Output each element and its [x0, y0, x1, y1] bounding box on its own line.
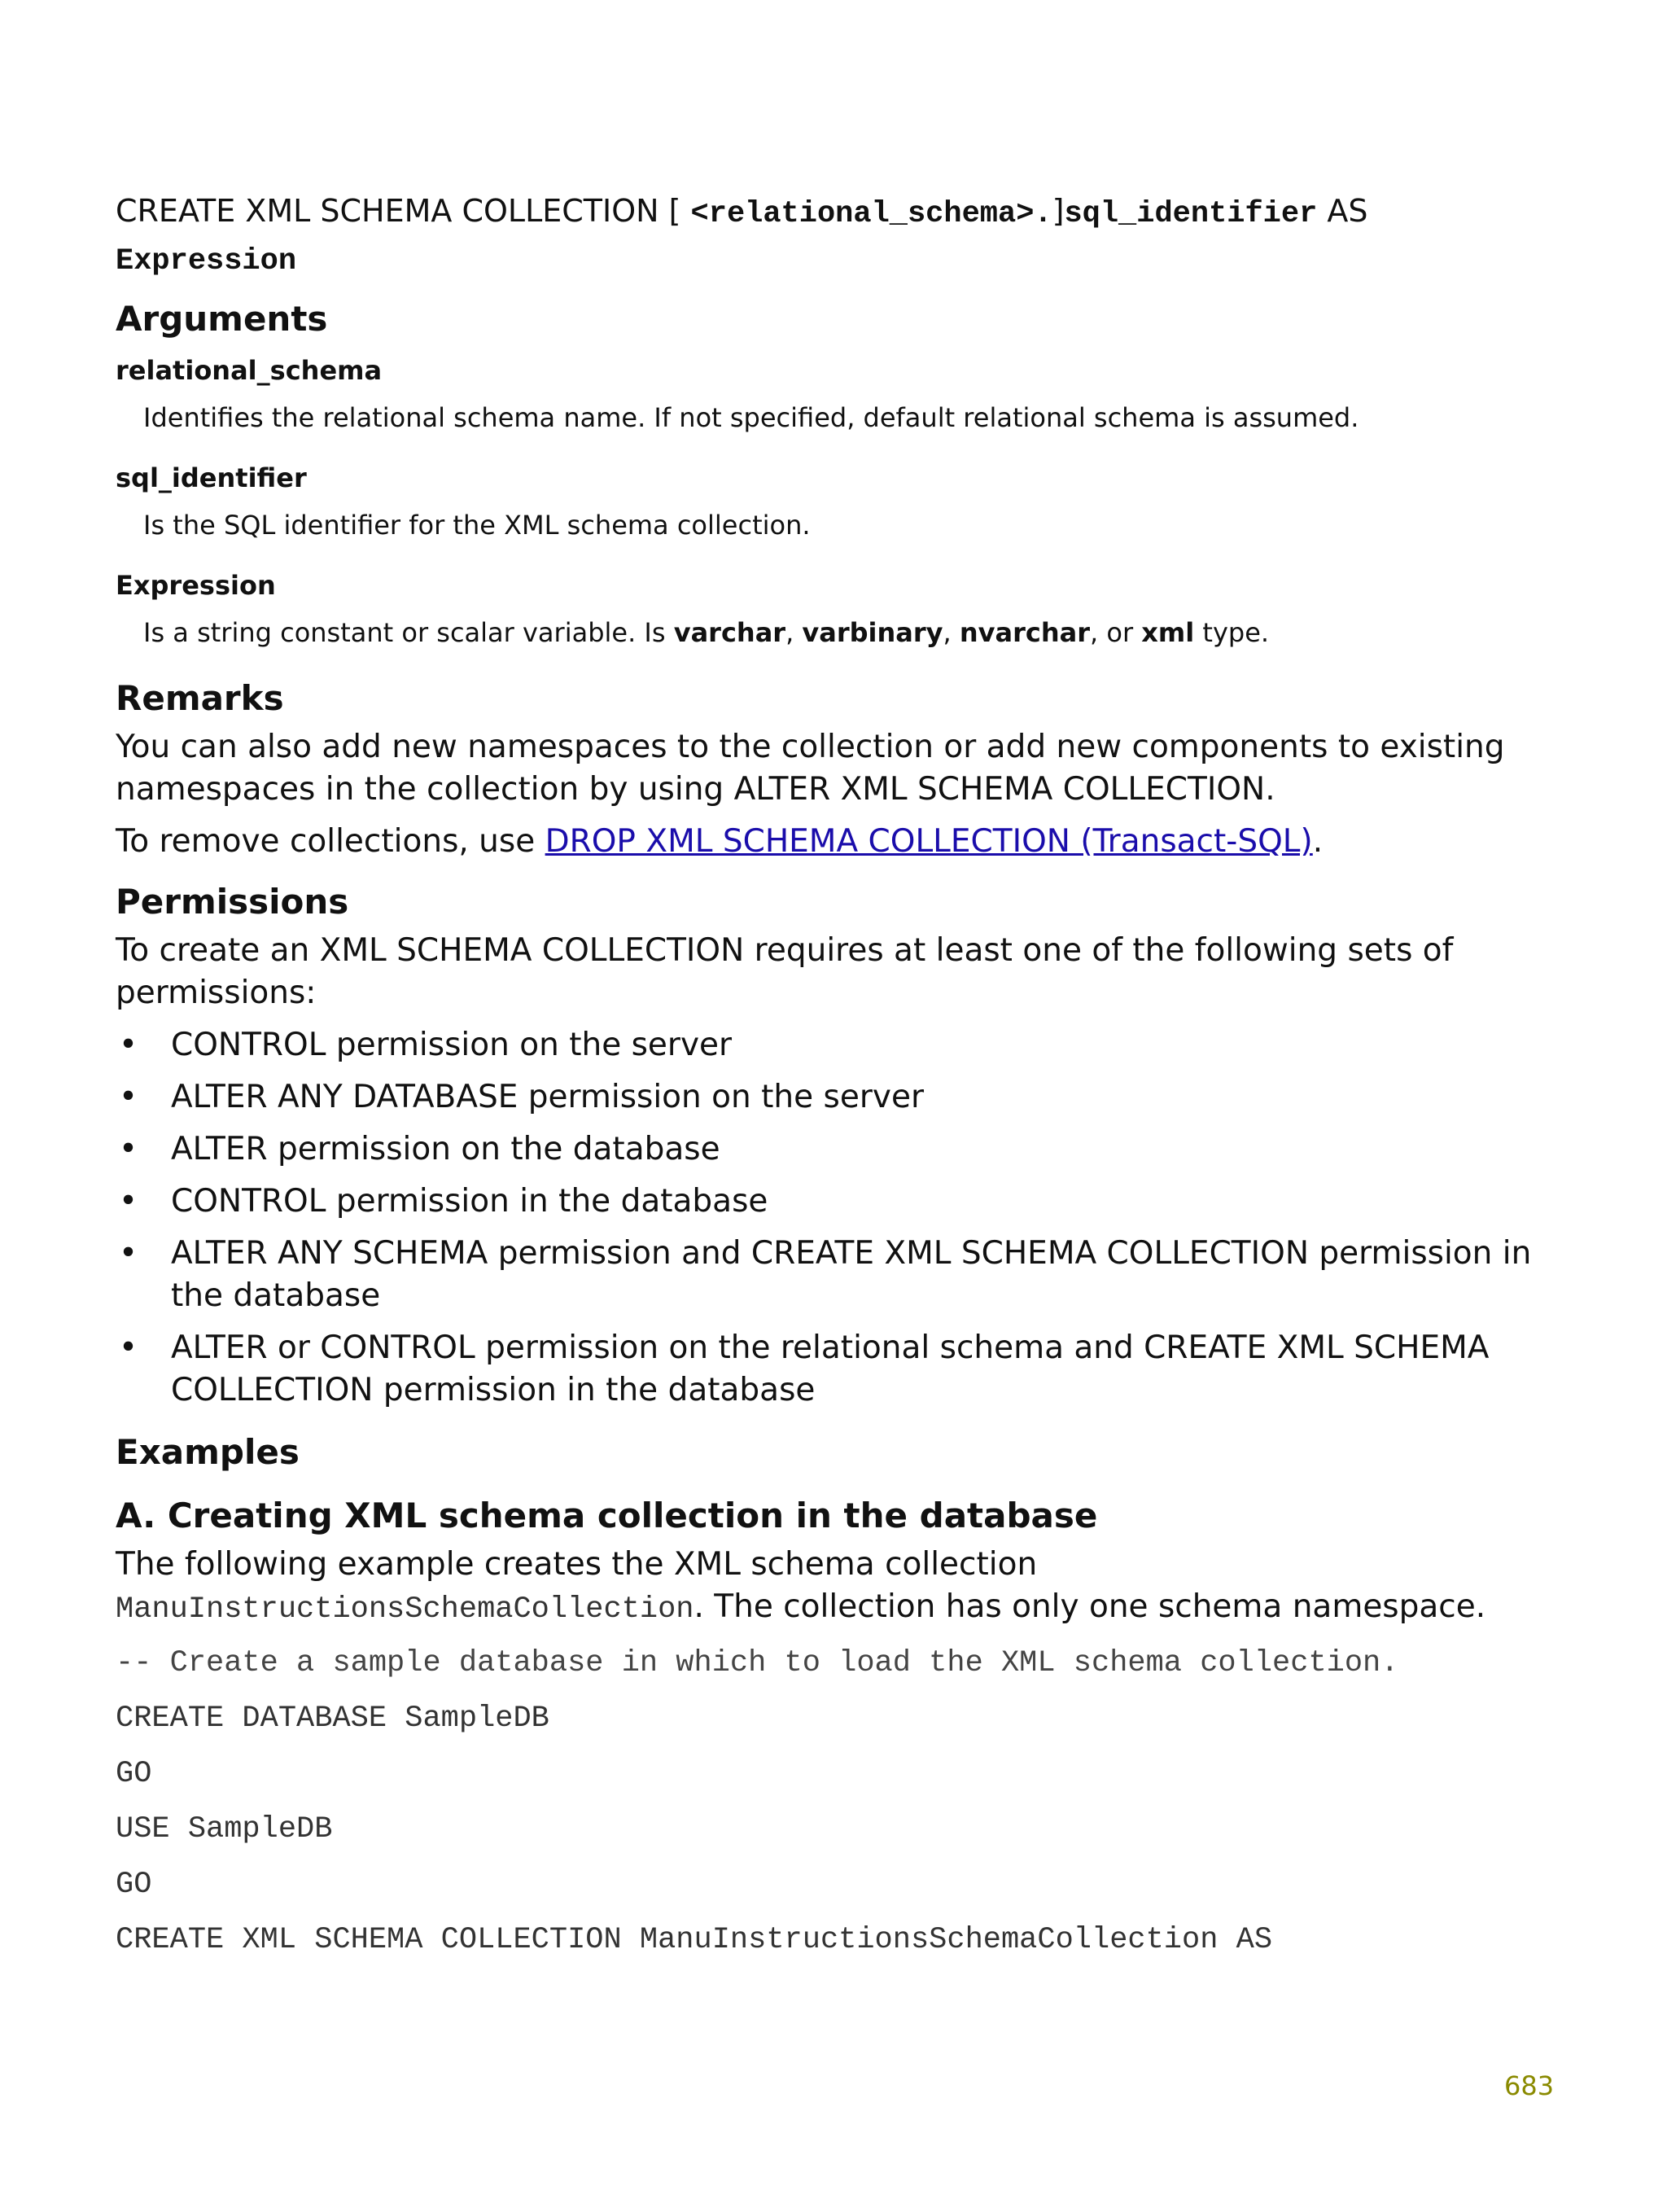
- arg-desc-sql-identifier: Is the SQL identifier for the XML schema collection.: [143, 510, 811, 541]
- type-xml: xml: [1141, 617, 1195, 648]
- type-varbinary: varbinary: [802, 617, 943, 648]
- arg-desc-expression: [143, 614, 1564, 651]
- bullet-icon: •: [119, 1235, 138, 1272]
- syntax-prefix: CREATE XML SCHEMA COLLECTION [: [116, 193, 691, 229]
- permission-text: ALTER ANY DATABASE permission on the server: [171, 1079, 924, 1115]
- type-nvarchar: nvarchar: [959, 617, 1091, 648]
- code-line: CREATE DATABASE SampleDB: [116, 1702, 549, 1736]
- drop-xml-schema-collection-link[interactable]: DROP XML SCHEMA COLLECTION (Transact-SQL): [545, 823, 1313, 860]
- page-number: 683: [1504, 2070, 1555, 2101]
- permission-text: CONTROL permission in the database: [171, 1183, 768, 1220]
- list-item: [116, 1128, 1564, 1171]
- arguments-heading: Arguments: [116, 299, 328, 339]
- list-item: [116, 1076, 1564, 1119]
- examples-heading: Examples: [116, 1432, 300, 1472]
- sep: , or: [1090, 617, 1142, 648]
- code-line: -- Create a sample database in which to load the XML schema collection.: [116, 1646, 1399, 1680]
- remarks-paragraph-1: You can also add new namespaces to the collection or add new components to existing namespaces in the collection by using ALTER XML SCHEMA COLLECTION.: [116, 729, 1505, 808]
- expression-desc-suffix: type.: [1194, 617, 1270, 648]
- syntax-as: AS: [1317, 193, 1368, 229]
- arg-name-sql-identifier: sql_identifier: [116, 462, 307, 493]
- code-line: GO: [116, 1757, 152, 1791]
- arg-name-expression: Expression: [116, 570, 276, 601]
- permission-text: CONTROL permission on the server: [171, 1027, 733, 1063]
- code-line: USE SampleDB: [116, 1812, 333, 1846]
- document-page: [116, 189, 1564, 1961]
- remarks-p2-suffix: .: [1312, 823, 1324, 860]
- syntax-relational-schema: <relational_schema>.: [690, 197, 1052, 231]
- expression-desc-prefix: Is a string constant or scalar variable. Is: [143, 617, 674, 648]
- bullet-icon: •: [119, 1131, 138, 1167]
- example-a-intro: [116, 1544, 1564, 1631]
- remarks-p2-prefix: To remove collections, use: [116, 823, 545, 860]
- bullet-icon: •: [119, 1027, 138, 1063]
- code-line: CREATE XML SCHEMA COLLECTION ManuInstructionsSchemaCollection AS: [116, 1923, 1273, 1957]
- syntax-block: [116, 189, 1564, 283]
- list-item: [116, 1024, 1564, 1067]
- bullet-icon: •: [119, 1183, 138, 1220]
- remarks-paragraph-2: [116, 821, 1564, 863]
- permissions-list: [116, 1024, 1564, 1412]
- code-block: [116, 1642, 1564, 1961]
- list-item: [116, 1233, 1564, 1317]
- syntax-sql-identifier: sql_identifier: [1064, 197, 1318, 231]
- bullet-icon: •: [119, 1079, 138, 1115]
- permissions-intro: To create an XML SCHEMA COLLECTION requires at least one of the following sets of permissions:: [116, 932, 1454, 1011]
- permission-text: ALTER ANY SCHEMA permission and CREATE XML SCHEMA COLLECTION permission in the database: [171, 1235, 1532, 1314]
- list-item: [116, 1180, 1564, 1223]
- remarks-heading: Remarks: [116, 678, 284, 718]
- sep: ,: [785, 617, 803, 648]
- code-line: GO: [116, 1868, 152, 1902]
- permission-text: ALTER permission on the database: [171, 1131, 720, 1167]
- arg-name-relational-schema: relational_schema: [116, 355, 383, 386]
- example-intro-suffix: . The collection has only one schema namespace.: [693, 1588, 1486, 1625]
- example-intro-code: ManuInstructionsSchemaCollection: [116, 1592, 694, 1627]
- bullet-icon: •: [119, 1329, 138, 1366]
- syntax-bracket: ]: [1052, 193, 1065, 229]
- permissions-heading: Permissions: [116, 882, 349, 922]
- list-item: [116, 1327, 1564, 1412]
- arg-desc-relational-schema: Identifies the relational schema name. If not specified, default relational schema is assumed.: [143, 402, 1359, 433]
- example-a-heading: A. Creating XML schema collection in the database: [116, 1496, 1098, 1535]
- syntax-expression: Expression: [116, 244, 297, 278]
- example-intro-prefix: The following example creates the XML schema collection: [116, 1546, 1038, 1583]
- sep: ,: [943, 617, 960, 648]
- permission-text: ALTER or CONTROL permission on the relational schema and CREATE XML SCHEMA COLLECTION permission in the database: [171, 1329, 1490, 1408]
- type-varchar: varchar: [673, 617, 786, 648]
